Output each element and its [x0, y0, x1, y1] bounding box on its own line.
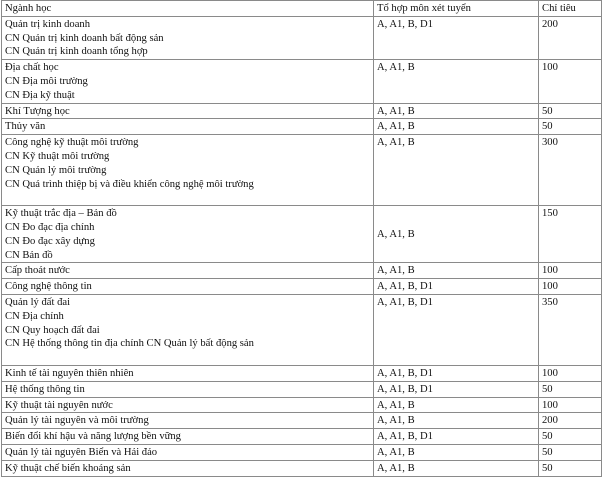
table-row: [2, 444, 602, 460]
table-row: [2, 206, 602, 263]
admissions-table: [1, 0, 602, 477]
specialization-name: [5, 191, 370, 205]
major-cell: [2, 103, 374, 119]
quota-cell: 100: [539, 279, 602, 295]
specialization-name: [5, 351, 370, 365]
major-name: Địa chất học: [5, 62, 59, 74]
combination-cell: A, A1, B, D1: [374, 429, 539, 445]
quota-cell: 150: [539, 206, 602, 263]
combination-cell: A, A1, B, D1: [374, 381, 539, 397]
table-row: [2, 16, 602, 59]
major-name: Hệ thống thông tin: [5, 383, 85, 395]
major-cell: [2, 263, 374, 279]
major-name: Quản trị kinh doanh: [5, 18, 91, 30]
combination-cell: A, A1, B: [374, 413, 539, 429]
combination-cell: A, A1, B: [374, 444, 539, 460]
quota-cell: 100: [539, 397, 602, 413]
quota-cell: 200: [539, 16, 602, 59]
specialization-name: CN Quản trị kinh doanh tổng hợp: [5, 46, 148, 58]
header-major: Ngành học: [2, 1, 374, 17]
quota-cell: 50: [539, 381, 602, 397]
major-name: Quản lý tài nguyên và môi trường: [5, 415, 149, 427]
table-row: [2, 460, 602, 476]
specialization-name: CN Bản đồ: [5, 249, 53, 261]
table-row: [2, 429, 602, 445]
major-cell: [2, 381, 374, 397]
major-cell: [2, 413, 374, 429]
major-cell: [2, 206, 374, 263]
header-quota: Chỉ tiêu: [539, 1, 602, 17]
combination-cell: A, A1, B: [374, 206, 539, 263]
quota-cell: 100: [539, 263, 602, 279]
quota-cell: 100: [539, 60, 602, 103]
major-cell: [2, 279, 374, 295]
quota-cell: 300: [539, 135, 602, 206]
major-name: Kỹ thuật trắc địa – Bản đồ: [5, 208, 117, 220]
quota-cell: 350: [539, 294, 602, 365]
major-cell: [2, 397, 374, 413]
table-row: [2, 365, 602, 381]
major-name: Quản lý đất đai: [5, 296, 71, 308]
major-name: Công nghệ thông tin: [5, 281, 92, 293]
combination-cell: A, A1, B: [374, 397, 539, 413]
major-name: Khí Tượng học: [5, 105, 70, 117]
quota-cell: 50: [539, 103, 602, 119]
table-row: [2, 381, 602, 397]
major-cell: [2, 294, 374, 365]
table-row: [2, 397, 602, 413]
table-row: [2, 135, 602, 206]
specialization-name: CN Kỹ thuật môi trường: [5, 150, 110, 162]
header-combination: Tổ hợp môn xét tuyển: [374, 1, 539, 17]
specialization-name: CN Đo đạc xây dựng: [5, 235, 95, 247]
combination-cell: A, A1, B: [374, 135, 539, 206]
major-cell: [2, 444, 374, 460]
combination-cell: A, A1, B, D1: [374, 365, 539, 381]
specialization-name: CN Quản lý môi trường: [5, 164, 107, 176]
major-cell: [2, 135, 374, 206]
specialization-name: CN Hệ thống thông tin địa chính CN Quản lý bất động sản: [5, 338, 254, 350]
specialization-name: CN Đo đạc địa chính: [5, 221, 95, 233]
quota-cell: 50: [539, 444, 602, 460]
specialization-name: CN Địa môi trường: [5, 75, 88, 87]
specialization-name: CN Địa chính: [5, 310, 64, 322]
table-row: [2, 413, 602, 429]
table-row: [2, 103, 602, 119]
major-cell: [2, 460, 374, 476]
combination-cell: A, A1, B: [374, 263, 539, 279]
combination-cell: A, A1, B: [374, 103, 539, 119]
combination-cell: A, A1, B: [374, 460, 539, 476]
major-cell: [2, 365, 374, 381]
specialization-name: CN Quá trình thiệp bị và điều khiển công nghệ môi trường: [5, 178, 254, 190]
combination-cell: A, A1, B, D1: [374, 279, 539, 295]
major-cell: [2, 16, 374, 59]
combination-cell: A, A1, B: [374, 119, 539, 135]
quota-cell: 100: [539, 365, 602, 381]
major-cell: [2, 60, 374, 103]
major-cell: [2, 119, 374, 135]
quota-cell: 50: [539, 429, 602, 445]
major-name: Công nghệ kỹ thuật môi trường: [5, 137, 139, 149]
table-row: [2, 279, 602, 295]
major-name: Kinh tế tài nguyên thiên nhiên: [5, 367, 134, 379]
specialization-name: CN Quy hoạch đất đai: [5, 324, 100, 336]
quota-cell: 200: [539, 413, 602, 429]
major-name: Biến đổi khí hậu và năng lượng bền vững: [5, 431, 181, 443]
table-body: [2, 16, 602, 476]
combination-cell: A, A1, B, D1: [374, 294, 539, 365]
table-header-row: [2, 1, 602, 17]
specialization-name: CN Địa kỹ thuật: [5, 89, 75, 101]
combination-cell: A, A1, B: [374, 60, 539, 103]
major-cell: [2, 429, 374, 445]
table-row: [2, 294, 602, 365]
specialization-name: CN Quản trị kinh doanh bất động sản: [5, 32, 164, 44]
table-row: [2, 119, 602, 135]
major-name: Kỹ thuật chế biến khoáng sản: [5, 462, 131, 474]
major-name: Thủy văn: [5, 121, 46, 133]
major-name: Quản lý tài nguyên Biển và Hải đảo: [5, 446, 158, 458]
table-row: [2, 263, 602, 279]
major-name: Kỹ thuật tài nguyên nước: [5, 399, 113, 411]
major-name: Cấp thoát nước: [5, 265, 70, 277]
quota-cell: 50: [539, 460, 602, 476]
combination-cell: A, A1, B, D1: [374, 16, 539, 59]
table-row: [2, 60, 602, 103]
quota-cell: 50: [539, 119, 602, 135]
